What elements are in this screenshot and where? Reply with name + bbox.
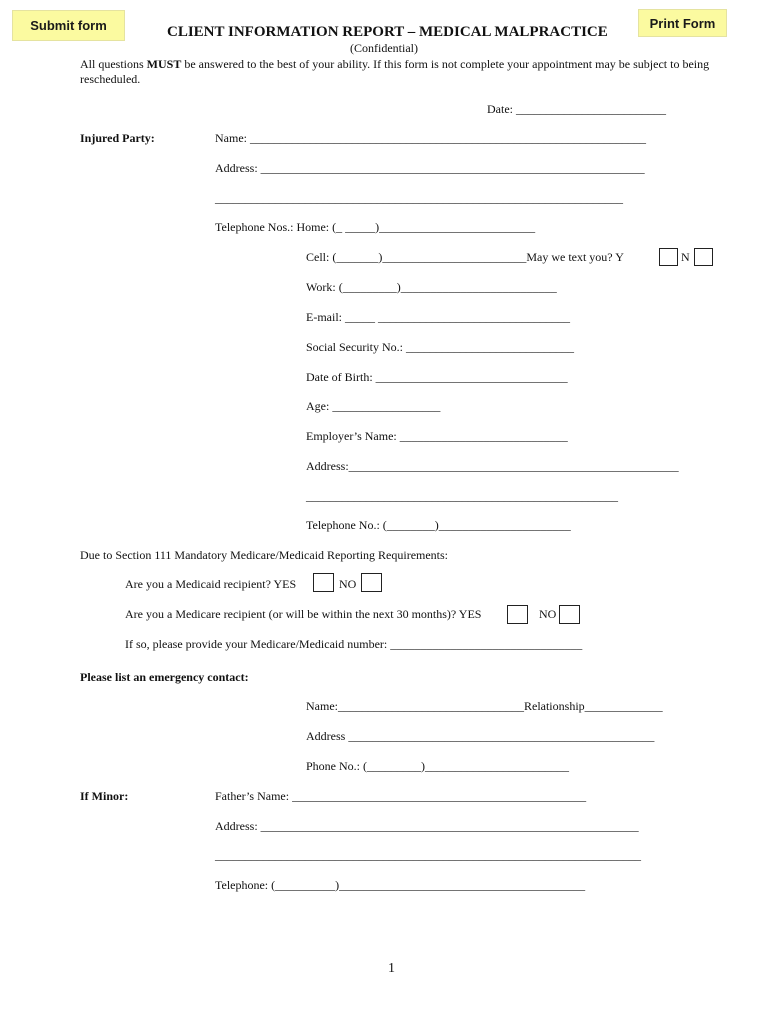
- email-field[interactable]: E-mail: _____ ________________________________: [306, 310, 570, 324]
- cell-telephone-field[interactable]: Cell: (_______)________________________May we text you? Y: [306, 250, 624, 264]
- medicare-yes-checkbox[interactable]: [507, 605, 528, 624]
- ssn-field[interactable]: Social Security No.: ____________________________: [306, 340, 574, 354]
- emergency-contact-label: Please list an emergency contact:: [80, 670, 249, 684]
- emergency-name-field[interactable]: Name:_______________________________Relationship_____________: [306, 699, 663, 713]
- employer-name-field[interactable]: Employer’s Name: ____________________________: [306, 429, 568, 443]
- injured-address-field[interactable]: Address: ________________________________________________________________: [215, 161, 645, 175]
- medicaid-yes-checkbox[interactable]: [313, 573, 334, 592]
- employer-address-line2[interactable]: ____________________________________________________: [306, 489, 618, 503]
- minor-address-line2[interactable]: _______________________________________________________________________: [215, 848, 641, 862]
- date-field[interactable]: Date: _________________________: [487, 102, 666, 116]
- emergency-address-field[interactable]: Address ___________________________________________________: [306, 729, 655, 743]
- father-name-field[interactable]: Father’s Name: _________________________________________________: [215, 789, 587, 803]
- confidential-note: (Confidential): [350, 41, 418, 55]
- injured-name-field[interactable]: Name: __________________________________________________________________: [215, 131, 646, 145]
- text-no-label: N: [681, 250, 690, 264]
- medicare-no-checkbox[interactable]: [559, 605, 580, 624]
- age-field[interactable]: Age: __________________: [306, 399, 441, 413]
- print-form-button[interactable]: Print Form: [638, 9, 727, 37]
- medicare-intro: Due to Section 111 Mandatory Medicare/Medicaid Reporting Requirements:: [80, 548, 449, 562]
- minor-telephone-field[interactable]: Telephone: (__________)_________________________________________: [215, 878, 586, 892]
- page-number: 1: [388, 961, 395, 976]
- employer-address-field[interactable]: Address:_______________________________________________________: [306, 459, 679, 473]
- minor-address-field[interactable]: Address: _______________________________________________________________: [215, 819, 639, 833]
- text-no-checkbox[interactable]: [694, 248, 713, 266]
- instructions-post: be answered to the best of your ability. If this form is not complete your appointment may be subject to being rescheduled.: [80, 57, 710, 86]
- medicare-number-field[interactable]: If so, please provide your Medicare/Medicaid number: ________________________________: [125, 637, 583, 651]
- employer-telephone-field[interactable]: Telephone No.: (________)______________________: [306, 518, 571, 532]
- form-title: CLIENT INFORMATION REPORT – MEDICAL MALPRACTICE: [167, 24, 608, 40]
- injured-address-line2[interactable]: ____________________________________________________________________: [215, 191, 623, 205]
- text-yes-checkbox[interactable]: [659, 248, 678, 266]
- emergency-phone-field[interactable]: Phone No.: (_________)________________________: [306, 759, 569, 773]
- medicare-no-label: NO: [539, 607, 557, 621]
- home-telephone-field[interactable]: Telephone Nos.: Home: (_ _____)__________________________: [215, 220, 536, 234]
- instructions: [80, 57, 710, 87]
- submit-form-button[interactable]: Submit form: [12, 10, 125, 41]
- medicaid-question: Are you a Medicaid recipient? YES: [125, 577, 297, 591]
- work-telephone-field[interactable]: Work: (_________)__________________________: [306, 280, 557, 294]
- dob-field[interactable]: Date of Birth: ________________________________: [306, 370, 568, 384]
- medicaid-no-label: NO: [339, 577, 357, 591]
- if-minor-label: If Minor:: [80, 789, 129, 803]
- injured-party-label: Injured Party:: [80, 131, 155, 145]
- instructions-must: MUST: [146, 57, 182, 71]
- instructions-pre: All questions: [80, 57, 147, 71]
- medicare-question: Are you a Medicare recipient (or will be within the next 30 months)? YES: [125, 607, 482, 621]
- medicaid-no-checkbox[interactable]: [361, 573, 382, 592]
